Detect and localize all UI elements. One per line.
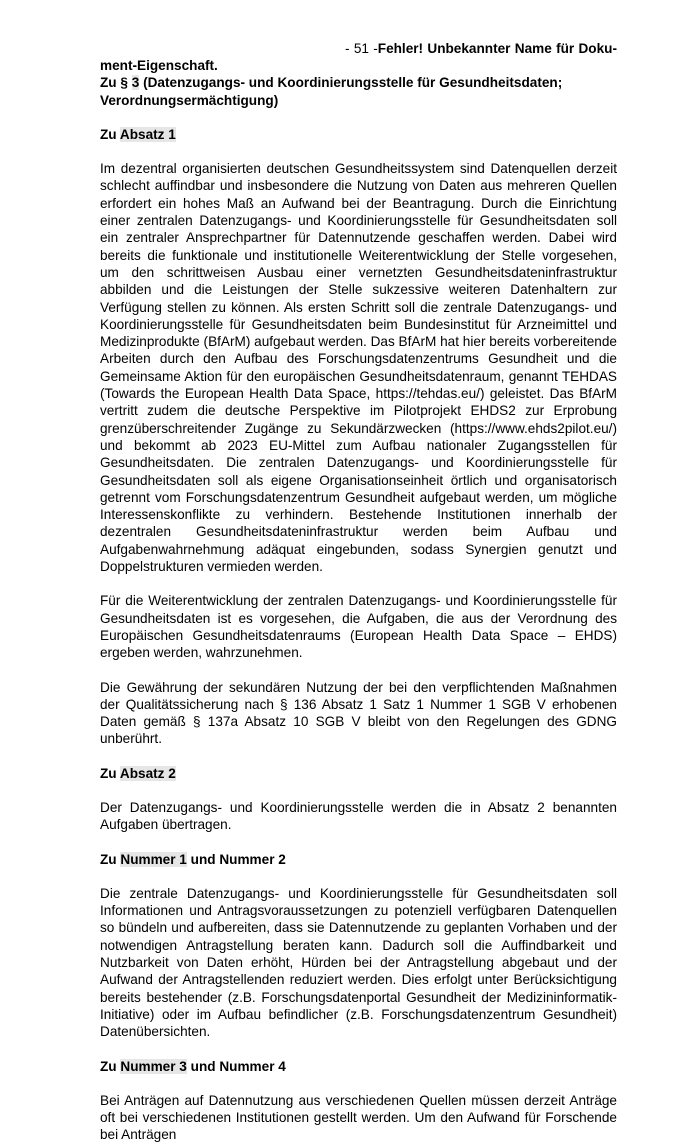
nummer-3-4-heading: Zu Nummer 3 und Nummer 4 xyxy=(100,1058,286,1074)
page-header xyxy=(345,40,617,57)
nummer-3-4-paragraph: Bei Anträgen auf Datennutzung aus verschiedenen Quellen müssen derzeit Anträge oft bei verschiedenen Institutionen gestellt werden. Um den Aufwand für Forschende bei Anträgen xyxy=(100,1092,617,1143)
absatz-1-paragraph-1: Im dezentral organisierten deutschen Gesundheitssystem sind Datenquellen derzeit schlecht auffindbar und insbesondere die Nutzung von Daten aus mehreren Quellen erfordert ein hohes Maß an Aufwand bei der Beantragung. Durch die Einrichtung einer zentralen Datenzugangs- und Koordinierungsstelle für Gesundheitsdaten soll ein zentraler Ansprechpartner für Datennutzende geschaffen werden. Dabei wird bereits die funktionale und institutionelle Weiterentwicklung der Stelle vorgesehen, um den schrittweisen Ausbau einer vernetzten Gesundheitsdateninfrastruktur abbilden und die Leistungen der Stelle sukzessive weiteren Datenhaltern zur Verfügung stellen zu können. Als ersten Schritt soll die zentrale Datenzugangs- und Koordinierungsstelle für Gesundheitsdaten beim Bundesinstitut für Arzneimittel und Medizinprodukte (BfArM) aufgebaut werden. Das BfArM hat hier bereits vorbereitende Arbeiten durch den Aufbau des Forschungsdatenzentrums Gesundheit und die Gemeinsame Aktion für den europäischen Gesundheitsdatenraum, genannt TEHDAS (Towards the European Health Data Space, https://tehdas.eu/) geleistet. Das BfArM vertritt zudem die deutsche Perspektive im Pilotprojekt EHDS2 zur Erprobung grenzüberschreitender Zugänge zu Sekundärzwecken (https://www.ehds2pilot.eu/) und bekommt ab 2023 EU-Mittel zum Aufbau nationaler Zugangsstellen für Gesundheitsdaten. Die zentralen Datenzugangs- und Koordinierungsstelle für Gesundheitsdaten soll als eigene Organisationseinheit örtlich und organisatorisch getrennt vom Forschungsdatenzentrum Gesundheit aufgebaut werden, um mögliche Interessenskonflikte zu verhindern. Bestehende Institutionen innerhalb der dezentralen Gesundheitsdateninfrastruktur werden beim Aufbau und Aufgabenwahrnehmung adäquat eingebunden, sodass Synergien genutzt und Doppelstrukturen vermieden werden. xyxy=(100,161,617,575)
absatz-2-paragraph: Der Datenzugangs- und Koordinierungsstelle werden die in Absatz 2 benannten Aufgaben übertragen. xyxy=(100,799,617,833)
absatz-1-paragraph-2: Für die Weiterentwicklung der zentralen Datenzugangs- und Koordinierungsstelle für Gesundheitsdaten ist es vorgesehen, die Aufgaben, die aus der Verordnung des Europäischen Gesundheitsdatenraums (European Health Data Space – EHDS) ergeben werden, wahrzunehmen. xyxy=(100,593,617,661)
nummer-1-2-paragraph: Die zentrale Datenzugangs- und Koordinierungsstelle für Gesundheitsdaten soll Informationen und Antragsvoraussetzungen zu potenziell verfügbaren Datenquellen so bündeln und aufbereiten, dass sie Datennutzende zu geplanten Vorhaben und der notwendigen Antragstellung beraten kann. Dadurch soll die Auffindbarkeit und Nutzbarkeit von Daten erhöht, Hürden bei der Antragstellung abgebaut und der Aufwand der Antragstellenden reduziert werden. Dies erfolgt unter Berücksichtigung bereits bestehender (z.B. Forschungsdatenportal Gesundheit der Medizininformatik-Initiative) oder im Aufbau befindlicher (z.B. Forschungsdatenzentrum Gesundheit) Datenübersichten. xyxy=(100,885,617,1040)
absatz-1-heading: Zu Absatz 1 xyxy=(100,126,176,142)
document-body xyxy=(100,57,617,1144)
absatz-1-paragraph-3: Die Gewährung der sekundären Nutzung der bei den verpflichtenden Maßnahmen der Qualitätssicherung nach § 136 Absatz 1 Satz 1 Nummer 1 SGB V erhobenen Daten gemäß § 137a Absatz 10 SGB V bleibt von den Regelungen des GDNG unberührt. xyxy=(100,679,617,747)
section-heading: Zu § 3 (Datenzugangs- und Koordinierungsstelle für Gesundheitsdaten; Verordnungsermächtigung) xyxy=(100,75,563,108)
nummer-3-label: Nummer 3 xyxy=(120,1058,187,1074)
absatz-2-label: Absatz 2 xyxy=(119,765,176,781)
section-number: 3 xyxy=(131,75,140,91)
nummer-1-label: Nummer 1 xyxy=(120,851,187,867)
header-continuation: ment-Eigenschaft. xyxy=(100,58,218,73)
field-error-text: Fehler! Unbekannter Name für Doku- xyxy=(377,41,617,56)
absatz-1-label: Absatz 1 xyxy=(119,126,176,142)
nummer-1-2-heading: Zu Nummer 1 und Nummer 2 xyxy=(100,851,286,867)
page-number: - 51 - xyxy=(345,41,378,56)
absatz-2-heading: Zu Absatz 2 xyxy=(100,765,176,781)
section-title: (Datenzugangs- und Koordinierungsstelle für Gesundheitsdaten; Verordnungsermächtigung) xyxy=(100,75,563,108)
